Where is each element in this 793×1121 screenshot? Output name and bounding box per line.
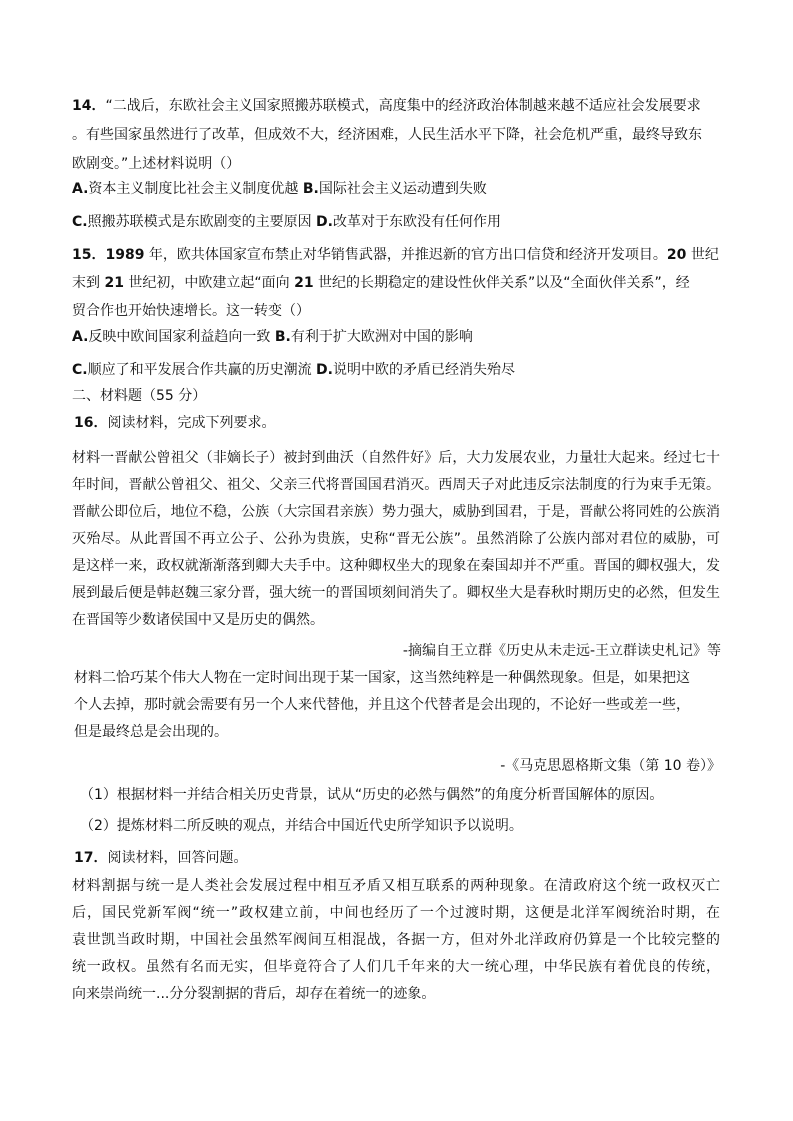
q16-material-2-line: 个人去掉，那时就会需要有另一个人来代替他，并且这个代替者是会出现的，不论好一些或差一些， — [74, 697, 690, 713]
q14-option-c: 照搬苏联模式是东欧剧变的主要原因 — [87, 214, 312, 230]
q15-stem-part-1: 年，欧共体国家宣布禁止对华销售武器，并推迟新的官方出口信贷和经济开发项目。 — [144, 247, 667, 263]
q15-option-d: 说明中欧的矛盾已经消失殆尽 — [333, 362, 515, 378]
q15-century-20: 20 — [666, 247, 687, 263]
q17-prompt: 阅读材料，回答问题。 — [107, 850, 248, 866]
q16-material-1-line: 材料一晋献公曾祖父（非嫡长子）被封到曲沃（自然件好》后，大力发展农业，力量壮大起来。经过七十 — [72, 450, 720, 466]
q17-heading — [74, 849, 247, 867]
q14-options-ab — [72, 180, 487, 198]
q15-option-b-label: B. — [274, 329, 291, 345]
q17-material-line: 后，国民党新军阀“统一”政权建立前，中间也经历了一个过渡时期，这便是北洋军阀统治时期，在 — [72, 905, 720, 921]
q15-stem-part-4: 世纪初，中欧建立起“面向 — [123, 275, 295, 291]
q14-option-a: 资本主义制度比社会主义制度优越 — [88, 181, 299, 197]
q16-material-1-line: 展到最后便是韩赵魏三家分晋，强大统一的晋国顷刻间消失了。卿权坐大是春秋时期历史的必然，但发生 — [72, 585, 720, 601]
section-heading: 二、材料题（55 分） — [72, 388, 207, 404]
q14-option-a-label: A. — [72, 181, 89, 197]
q15-options-cd — [72, 361, 515, 379]
q14-line-2: 。有些国家虽然进行了改革，但成效不大，经济困难，人民生活水平下降，社会危机严重，最终导致东 — [72, 127, 702, 143]
q15-line-2 — [72, 274, 690, 292]
q15-option-c-label: C. — [72, 362, 88, 378]
q16-material-1-line: 在晋国等少数诸侯国中又是历史的偶然。 — [72, 612, 324, 628]
q16-material-1-source: -摘编自王立群《历史从未走远-王立群读史札记》等 — [402, 643, 721, 659]
q15-line-3: 贸合作也开始快速增长。这一转变（） — [72, 303, 310, 319]
q16-requirement-2: （2）提炼材料二所反映的观点，并结合中国近代史所学知识予以说明。 — [80, 818, 523, 834]
q17-material-line: 向来崇尚统一...分分裂割据的背后，却存在着统一的迹象。 — [72, 986, 436, 1002]
q17-material-line: 统一政权。虽然有名而无实，但毕竟符合了人们几千年来的大一统心理，中华民族有着优良的传统， — [72, 959, 720, 975]
q14-option-b: 国际社会主义运动遭到失败 — [318, 181, 487, 197]
q15-century-21-a: 21 — [104, 275, 124, 291]
q17-material-line: 材料割据与统一是人类社会发展过程中相互矛盾又相互联系的两种现象。在清政府这个统一政权灭亡 — [72, 878, 720, 894]
q15-option-c: 顺应了和平发展合作共赢的历史潮流 — [87, 362, 312, 378]
q15-option-d-label: D. — [316, 362, 333, 378]
q15-stem-part-2: 世纪 — [686, 247, 719, 263]
q16-material-1-line: 晋献公即位后，地位不稳，公族（大宗国君亲族）势力强大，威胁到国君，于是，晋献公将同姓的公族消 — [72, 504, 720, 520]
q14-option-d-label: D. — [316, 214, 333, 230]
q17-material-line: 袁世凯当政时期，中国社会虽然军阀间互相混战，各据一方，但对外北洋政府仍算是一个比较完整的 — [72, 932, 720, 948]
q16-requirement-1: （1）根据材料一并结合相关历史背景，试从“历史的必然与偶然”的角度分析晋国解体的原因。 — [80, 787, 664, 803]
q15-options-ab — [72, 328, 473, 346]
q15-option-b: 有利于扩大欧洲对中国的影响 — [290, 329, 473, 345]
q14-option-b-label: B. — [302, 181, 319, 197]
q14-number: 14． — [72, 98, 106, 114]
q15-year: 1989 — [105, 247, 145, 263]
q16-heading — [74, 414, 275, 432]
q15-century-21-b: 21 — [294, 275, 314, 291]
q16-material-1-line: 灭殆尽。从此晋国不再立公子、公孙为贵族，史称“晋无公族”。虽然消除了公族内部对君位的威胁，可 — [72, 531, 720, 547]
q16-material-1-line: 是这样一来，政权就渐渐落到卿大夫手中。这种卿权坐大的现象在秦国却并不严重。晋国的卿权强大，发 — [72, 558, 720, 574]
q15-number: 15． — [72, 247, 106, 263]
q16-prompt: 阅读材料，完成下列要求。 — [107, 415, 276, 431]
q15-line-1 — [72, 246, 719, 264]
q14-option-d: 改革对于东欧没有任何作用 — [333, 214, 501, 230]
q15-option-a-label: A. — [72, 329, 89, 345]
q14-stem-part-1: “二战后，东欧社会主义国家照搬苏联模式，高度集中的经济政治体制越来越不适应社会发展要求 — [105, 98, 701, 114]
q15-stem-part-3: 末到 — [72, 275, 105, 291]
q15-option-a: 反映中欧间国家利益趋向一致 — [88, 329, 271, 345]
q14-option-c-label: C. — [72, 214, 88, 230]
q16-material-1-line: 年时间，晋献公曾祖父、祖父、父亲三代将晋国国君消灭。西周天子对此违反宗法制度的行为束手无策。 — [72, 477, 720, 493]
q16-material-2-source: -《马克思恩格斯文集（第 10 卷）》 — [500, 758, 721, 774]
q14-line-1 — [72, 97, 701, 115]
q16-number: 16． — [74, 415, 108, 431]
q14-options-cd — [72, 213, 501, 231]
q14-line-3: 欧剧变。”上述材料说明（） — [72, 156, 241, 172]
q17-number: 17． — [74, 850, 108, 866]
q16-material-2-line: 但是最终总是会出现的。 — [74, 724, 228, 740]
q16-material-2-line: 材料二恰巧某个伟大人物在一定时间出现于某一国家，这当然纯粹是一种偶然现象。但是，如果把这 — [74, 670, 690, 686]
q15-stem-part-5: 世纪的长期稳定的建设性伙伴关系”以及“全面伙伴关系”，经 — [313, 275, 690, 291]
